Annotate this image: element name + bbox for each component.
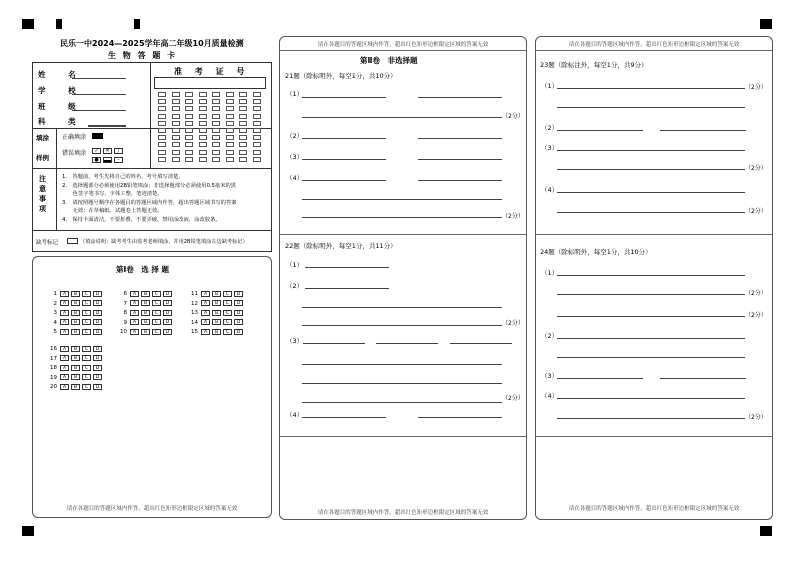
divider [535,436,773,437]
q22-answer-line[interactable] [302,417,386,418]
q24-answer-line[interactable] [557,418,745,419]
q23-answer-line[interactable] [557,150,745,151]
mc-option-bubble-b[interactable]: B [141,310,150,316]
mc-option-bubble-d[interactable]: D [93,384,102,390]
mc-option-bubble-b[interactable]: B [212,291,221,297]
mc-question-number: 17 [50,355,57,362]
mc-question-row [118,309,174,317]
q21-answer-line[interactable] [418,97,502,98]
divider [279,436,527,437]
q24-score-2: （2分） [745,414,767,421]
correct-fill-label: 正确填涂 [62,134,87,141]
mc-question-row [48,355,104,363]
mc-option-bubble-a[interactable]: A [60,319,69,325]
q23-answer-line[interactable] [660,130,746,131]
mc-option-bubble-d[interactable]: D [234,329,243,335]
mc-question-number: 16 [50,346,57,352]
mc-option-bubble-b[interactable]: B [141,319,150,325]
q23-answer-line[interactable] [557,88,745,89]
q23-score-2: （2分） [745,165,767,172]
q24-score-2: （2分） [745,312,767,319]
q23-score-2: （2分） [745,208,767,215]
mc-question-row [48,319,104,327]
mc-question-number: 1 [53,291,57,297]
mc-option-bubble-c[interactable]: C [152,291,161,297]
q22-part2-label: （2） [286,282,304,290]
mc-question-number: 9 [123,319,127,326]
q23-score-2: （2分） [745,84,767,91]
q23-answer-line[interactable] [557,107,745,108]
mc-question-row [48,309,104,317]
exam-title: 民乐一中2024—2025学年高二年级10月质量检测 [60,39,244,48]
q21-answer-line[interactable] [302,159,386,160]
mc-option-bubble-c[interactable]: C [82,300,91,306]
q24-title: 24题（除标明外，每空1分，共10分） [540,248,652,256]
note-item: 3. 请按照题号顺序在各题目的答题区域内作答，超出答题区域书写的答案 [62,199,237,206]
mc-question-row [118,290,174,298]
q24-answer-line[interactable] [660,378,746,379]
q21-part2-label: （2） [286,132,304,140]
wrong-fill-dash-icon: – [114,157,123,163]
q21-title: 21题（除标明外，每空1分，共10分） [285,72,397,80]
wrong-fill-slash-icon: ∕ [114,148,123,154]
mc-option-bubble-c[interactable]: C [82,374,91,380]
mc-option-bubble-d[interactable]: D [234,291,243,297]
mc-option-bubble-d[interactable]: D [234,300,243,306]
note-item: 1. 答题前，考生先将自己的姓名、考号填写清楚。 [62,174,184,180]
divider [279,234,527,235]
note-item: 4. 保持卡面清洁，不要折叠，不要弄破，禁用涂改液，涂改胶条。 [62,216,221,223]
q24-part2-label: （2） [541,332,559,340]
mc-option-bubble-a[interactable]: A [130,300,139,306]
q24-part3-label: （3） [541,372,559,380]
mc-option-bubble-c[interactable]: C [223,310,232,316]
mc-question-row [48,374,104,382]
mc-question-number: 4 [53,319,57,326]
q21-answer-line[interactable] [418,138,502,139]
mc-question-number: 15 [191,329,198,335]
q22-part4-label: （4） [286,411,304,419]
footer-notice: 请在各题目的答题区域内作答，超出红色矩形边框限定区域的答案无效 [317,510,489,516]
mc-option-bubble-d[interactable]: D [93,319,102,325]
mc-option-bubble-b[interactable]: B [71,346,80,352]
mc-option-bubble-b[interactable]: B [71,300,80,306]
mc-option-bubble-d[interactable]: D [93,329,102,335]
mc-question-row [118,319,174,327]
q22-answer-line[interactable] [302,402,502,403]
mc-question-row [189,300,245,308]
q23-answer-line[interactable] [557,169,745,170]
mc-option-bubble-d[interactable]: D [93,355,102,361]
mc-option-bubble-c[interactable]: C [223,319,232,325]
mc-option-bubble-a[interactable]: A [201,291,210,297]
mc-option-bubble-c[interactable]: C [223,291,232,297]
q22-score-2: （2分） [502,320,524,327]
mc-option-bubble-a[interactable]: A [60,384,69,390]
note-item: 无效；在草稿纸、试题卷上答题无效。 [62,208,163,214]
mc-option-bubble-b[interactable]: B [212,319,221,325]
q22-title: 22题（除标明外，每空1分，共11分） [285,242,397,250]
mc-question-row [48,328,104,336]
part2-title: 第Ⅱ卷 非选择题 [360,56,418,65]
mc-option-bubble-b[interactable]: B [141,291,150,297]
mc-option-bubble-a[interactable]: A [201,310,210,316]
mc-question-row [189,290,245,298]
mc-question-number: 6 [123,291,127,297]
mc-option-bubble-a[interactable]: A [201,329,210,335]
q24-part4-label: （4） [541,392,559,400]
mc-question-number: 11 [191,291,198,297]
q22-answer-line[interactable] [303,343,365,344]
mc-option-bubble-c[interactable]: C [152,329,161,335]
mc-option-bubble-c[interactable]: C [223,329,232,335]
q23-part3-label: （3） [541,144,559,152]
mc-option-bubble-d[interactable]: D [163,319,172,325]
mc-question-row [189,309,245,317]
middle-answer-region [279,36,527,520]
q22-answer-line[interactable] [302,307,502,308]
mc-question-number: 3 [53,310,57,316]
mc-option-bubble-d[interactable]: D [93,291,102,297]
q21-answer-line[interactable] [302,199,502,200]
mc-option-bubble-d[interactable]: D [163,291,172,297]
divider [535,50,773,51]
mc-option-bubble-d[interactable]: D [93,300,102,306]
q24-answer-line[interactable] [557,338,745,339]
note-item: 2. 选择题部分必须使用2B铅笔填涂；非选择题部分必须使用0.5毫米的黑 [62,182,237,189]
mc-option-bubble-c[interactable]: C [82,355,91,361]
q22-score-2: （2分） [502,395,524,402]
q21-part3-label: （3） [286,153,304,161]
mc-question-number: 2 [53,300,57,307]
mc-option-bubble-b[interactable]: B [71,384,80,390]
header-notice: 请在各题目的答题区域内作答，超出红色矩形边框限定区域的答案无效 [568,42,740,48]
note-item: 色签字笔书写，字体工整，笔迹清楚。 [62,191,163,197]
mc-option-bubble-d[interactable]: D [163,329,172,335]
mc-option-bubble-a[interactable]: A [60,291,69,297]
q24-answer-line[interactable] [557,316,745,317]
q23-answer-line[interactable] [557,192,745,193]
mc-option-bubble-c[interactable]: C [82,291,91,297]
wrong-fill-cross-icon: ✕ [103,148,112,154]
q24-answer-line[interactable] [557,398,745,399]
mc-question-row [48,383,104,391]
mc-question-row [118,300,174,308]
q22-answer-line[interactable] [376,343,438,344]
mc-option-bubble-d[interactable]: D [93,346,102,352]
mc-question-row [118,328,174,336]
q22-answer-line[interactable] [450,343,512,344]
mc-option-bubble-a[interactable]: A [130,310,139,316]
mc-option-bubble-a[interactable]: A [130,319,139,325]
mc-question-number: 12 [191,300,198,307]
mc-option-bubble-c[interactable]: C [223,300,232,306]
divider [279,50,527,51]
fill-example-label-top: 填涂 [36,134,49,142]
mc-option-bubble-b[interactable]: B [71,310,80,316]
q22-answer-line[interactable] [302,325,502,326]
mc-option-bubble-b[interactable]: B [71,319,80,325]
mc-option-bubble-a[interactable]: A [60,346,69,352]
mc-option-bubble-c[interactable]: C [82,346,91,352]
q21-score-2: （2分） [502,113,524,120]
q23-title: 23题（除标注外，每空1分，共9分） [540,61,648,69]
mc-option-bubble-b[interactable]: B [71,291,80,297]
mc-option-bubble-c[interactable]: C [82,310,91,316]
mc-option-bubble-a[interactable]: A [60,365,69,371]
q24-answer-line[interactable] [557,378,643,379]
mc-question-row [48,345,104,353]
mc-question-number: 7 [123,300,127,307]
wrong-fill-label: 错误填涂 [62,150,87,157]
name-label: 姓 名 [38,70,86,79]
q21-part4-label: （4） [286,174,304,182]
mc-option-bubble-c[interactable]: C [152,300,161,306]
wrong-fill-dot-icon: ● [92,157,101,163]
mc-option-bubble-a[interactable]: A [60,310,69,316]
mc-option-bubble-b[interactable]: B [212,300,221,306]
mc-option-bubble-b[interactable]: B [141,300,150,306]
mc-option-bubble-b[interactable]: B [71,365,80,371]
mc-option-bubble-c[interactable]: C [152,319,161,325]
mc-option-bubble-b[interactable]: B [71,355,80,361]
mc-option-bubble-c[interactable]: C [82,319,91,325]
mc-option-bubble-a[interactable]: A [60,374,69,380]
class-label: 班 级 [38,102,86,111]
mc-question-row [48,290,104,298]
mc-option-bubble-a[interactable]: A [60,329,69,335]
mc-question-row [189,319,245,327]
q21-answer-line[interactable] [302,117,502,118]
mc-option-bubble-d[interactable]: D [163,310,172,316]
mc-option-bubble-d[interactable]: D [163,300,172,306]
mc-option-bubble-c[interactable]: C [82,365,91,371]
mc-question-number: 10 [120,329,127,335]
mc-option-bubble-a[interactable]: A [130,329,139,335]
q22-answer-line[interactable] [302,383,502,384]
mc-option-bubble-c[interactable]: C [82,329,91,335]
mc-option-bubble-c[interactable]: C [82,384,91,390]
q21-answer-line[interactable] [302,138,386,139]
q22-answer-line[interactable] [302,364,502,365]
q23-answer-line[interactable] [557,130,643,131]
right-answer-region [535,36,773,520]
part1-title: 第Ⅰ卷 选 择 题 [116,265,170,274]
mc-option-bubble-a[interactable]: A [60,300,69,306]
mc-question-number: 5 [53,329,57,335]
q23-part4-label: （4） [541,186,559,194]
absent-label: 缺考标记 [36,240,59,246]
mc-question-number: 19 [50,374,57,381]
mc-question-number: 18 [50,365,57,371]
fill-example-label-bottom: 样例 [36,154,49,162]
wrong-fill-check-icon: ✓ [92,148,101,154]
mc-option-bubble-d[interactable]: D [234,310,243,316]
mc-option-bubble-b[interactable]: B [141,329,150,335]
q24-answer-line[interactable] [557,357,745,358]
q24-answer-line[interactable] [557,275,745,276]
mc-option-bubble-b[interactable]: B [71,329,80,335]
q21-score-2: （2分） [502,213,524,220]
q21-answer-line[interactable] [302,97,386,98]
q22-answer-line[interactable] [305,267,389,268]
mc-question-number: 20 [50,384,57,390]
q24-score-2: （2分） [745,290,767,297]
q22-part1-label: （1） [286,261,304,269]
q22-answer-line[interactable] [418,417,502,418]
q24-part1-label: （1） [541,269,559,277]
school-label: 学 校 [38,86,86,95]
absent-note: （填涂说明：缺考考生由监考老师填涂，并用2B铅笔填涂左边缺考标记） [80,239,248,245]
subject-type-label: 科 类 [38,117,86,126]
q21-answer-line[interactable] [418,180,502,181]
mc-option-bubble-d[interactable]: D [93,310,102,316]
header-notice: 请在各题目的答题区域内作答，超出红色矩形边框限定区域的答案无效 [317,42,489,48]
mc-option-bubble-d[interactable]: D [93,374,102,380]
q23-part2-label: （2） [541,124,559,132]
subject-title: 生 物 答 题 卡 [108,51,178,60]
q23-part1-label: （1） [541,82,559,90]
exam-id-label: 准 考 证 号 [174,67,250,76]
divider [535,234,773,235]
mc-question-row [48,364,104,372]
mc-question-number: 14 [191,319,198,326]
notes-label: 注 意 事 项 [39,175,46,213]
mc-option-bubble-a[interactable]: A [130,291,139,297]
q22-answer-line[interactable] [305,288,389,289]
mc-option-bubble-a[interactable]: A [201,319,210,325]
mc-question-row [48,300,104,308]
q21-answer-line[interactable] [302,180,386,181]
q22-part3-label: （3） [286,337,304,345]
q21-part1-label: （1） [286,90,304,98]
mc-question-row [189,328,245,336]
mc-option-bubble-b[interactable]: B [212,310,221,316]
footer-notice: 请在各题目的答题区域内作答，超出红色矩形边框限定区域的答案无效 [66,506,238,512]
mc-option-bubble-a[interactable]: A [201,300,210,306]
mc-question-number: 13 [191,310,198,316]
mc-option-bubble-d[interactable]: D [93,365,102,371]
q21-answer-line[interactable] [302,217,502,218]
mc-option-bubble-b[interactable]: B [71,374,80,380]
q24-answer-line[interactable] [557,294,745,295]
q21-answer-line[interactable] [418,159,502,160]
mc-option-bubble-b[interactable]: B [212,329,221,335]
mc-option-bubble-a[interactable]: A [60,355,69,361]
q23-answer-line[interactable] [557,212,745,213]
mc-question-number: 8 [123,310,127,316]
mc-option-bubble-d[interactable]: D [234,319,243,325]
mc-option-bubble-c[interactable]: C [152,310,161,316]
footer-notice: 请在各题目的答题区域内作答，超出红色矩形边框限定区域的答案无效 [568,506,740,512]
